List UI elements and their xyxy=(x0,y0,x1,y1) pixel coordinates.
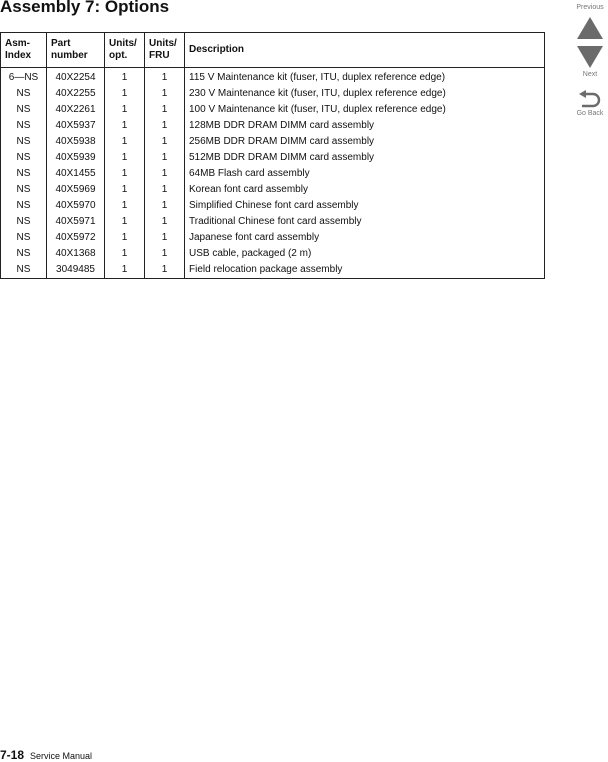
part-number-cell: 40X2254 xyxy=(47,68,105,87)
units-fru-cell: 1 xyxy=(145,150,185,166)
part-number-cell: 40X5939 xyxy=(47,150,105,166)
description-cell: Japanese font card assembly xyxy=(185,230,545,246)
table-row xyxy=(1,68,545,87)
asm-index-cell: NS xyxy=(1,246,47,262)
units-fru-cell: 1 xyxy=(145,230,185,246)
asm-index-cell: NS xyxy=(1,118,47,134)
description-cell: USB cable, packaged (2 m) xyxy=(185,246,545,262)
go-back-nav[interactable] xyxy=(572,90,608,117)
table-row xyxy=(1,118,545,134)
next-label[interactable]: Next xyxy=(582,71,598,78)
asm-index-cell: NS xyxy=(1,230,47,246)
units-fru-cell: 1 xyxy=(145,182,185,198)
header-description: Description xyxy=(185,33,545,68)
asm-index-cell: NS xyxy=(1,134,47,150)
asm-index-cell: NS xyxy=(1,182,47,198)
part-number-cell: 40X5937 xyxy=(47,118,105,134)
parts-table xyxy=(0,32,545,279)
description-cell: Traditional Chinese font card assembly xyxy=(185,214,545,230)
part-number-cell: 40X2261 xyxy=(47,102,105,118)
units-fru-cell: 1 xyxy=(145,68,185,87)
units-fru-cell: 1 xyxy=(145,262,185,279)
asm-index-cell: NS xyxy=(1,262,47,279)
go-back-icon[interactable] xyxy=(578,90,602,108)
description-cell: 128MB DDR DRAM DIMM card assembly xyxy=(185,118,545,134)
previous-nav[interactable] xyxy=(572,4,608,39)
units-opt-cell: 1 xyxy=(105,246,145,262)
description-cell: Korean font card assembly xyxy=(185,182,545,198)
table-header-row xyxy=(1,33,545,68)
units-opt-cell: 1 xyxy=(105,262,145,279)
asm-index-cell: NS xyxy=(1,166,47,182)
asm-index-cell: NS xyxy=(1,214,47,230)
units-opt-cell: 1 xyxy=(105,68,145,87)
asm-index-cell: NS xyxy=(1,86,47,102)
units-opt-cell: 1 xyxy=(105,198,145,214)
description-cell: Simplified Chinese font card assembly xyxy=(185,198,545,214)
page-number: 7-18 xyxy=(0,748,25,762)
part-number-cell: 3049485 xyxy=(47,262,105,279)
units-fru-cell: 1 xyxy=(145,214,185,230)
units-fru-cell: 1 xyxy=(145,198,185,214)
asm-index-cell: 6—NS xyxy=(1,68,47,87)
part-number-cell: 40X5970 xyxy=(47,198,105,214)
manual-title: Service Manual xyxy=(30,751,93,761)
units-fru-cell: 1 xyxy=(145,86,185,102)
table-row xyxy=(1,86,545,102)
table-row xyxy=(1,134,545,150)
part-number-cell: 40X2255 xyxy=(47,86,105,102)
units-fru-cell: 1 xyxy=(145,166,185,182)
table-row xyxy=(1,198,545,214)
units-opt-cell: 1 xyxy=(105,134,145,150)
units-opt-cell: 1 xyxy=(105,230,145,246)
description-cell: 512MB DDR DRAM DIMM card assembly xyxy=(185,150,545,166)
part-number-cell: 40X5938 xyxy=(47,134,105,150)
asm-index-cell: NS xyxy=(1,198,47,214)
units-opt-cell: 1 xyxy=(105,166,145,182)
table-row xyxy=(1,262,545,279)
table-row xyxy=(1,102,545,118)
units-fru-cell: 1 xyxy=(145,134,185,150)
units-fru-cell: 1 xyxy=(145,102,185,118)
table-row xyxy=(1,182,545,198)
table-row xyxy=(1,166,545,182)
description-cell: 230 V Maintenance kit (fuser, ITU, duplex reference edge) xyxy=(185,86,545,102)
asm-index-cell: NS xyxy=(1,150,47,166)
header-units-fru: Units/ FRU xyxy=(145,33,185,68)
header-asm-index: Asm- Index xyxy=(1,33,47,68)
units-opt-cell: 1 xyxy=(105,214,145,230)
down-arrow-icon[interactable] xyxy=(577,46,603,68)
page-title: Assembly 7: Options xyxy=(0,0,170,16)
table-row xyxy=(1,246,545,262)
units-opt-cell: 1 xyxy=(105,182,145,198)
previous-label[interactable]: Previous xyxy=(576,4,604,11)
units-opt-cell: 1 xyxy=(105,118,145,134)
description-cell: 100 V Maintenance kit (fuser, ITU, duplex reference edge) xyxy=(185,102,545,118)
part-number-cell: 40X1368 xyxy=(47,246,105,262)
table-row xyxy=(1,214,545,230)
units-opt-cell: 1 xyxy=(105,102,145,118)
units-opt-cell: 1 xyxy=(105,86,145,102)
asm-index-cell: NS xyxy=(1,102,47,118)
part-number-cell: 40X5972 xyxy=(47,230,105,246)
part-number-cell: 40X5971 xyxy=(47,214,105,230)
description-cell: Field relocation package assembly xyxy=(185,262,545,279)
part-number-cell: 40X5969 xyxy=(47,182,105,198)
table-row xyxy=(1,150,545,166)
units-opt-cell: 1 xyxy=(105,150,145,166)
part-number-cell: 40X1455 xyxy=(47,166,105,182)
next-nav[interactable] xyxy=(572,46,608,78)
header-units-opt: Units/ opt. xyxy=(105,33,145,68)
description-cell: 64MB Flash card assembly xyxy=(185,166,545,182)
units-fru-cell: 1 xyxy=(145,118,185,134)
description-cell: 256MB DDR DRAM DIMM card assembly xyxy=(185,134,545,150)
description-cell: 115 V Maintenance kit (fuser, ITU, duplex reference edge) xyxy=(185,68,545,87)
up-arrow-icon[interactable] xyxy=(577,17,603,39)
units-fru-cell: 1 xyxy=(145,246,185,262)
header-part-number: Part number xyxy=(47,33,105,68)
table-row xyxy=(1,230,545,246)
go-back-label[interactable]: Go Back xyxy=(576,110,604,117)
